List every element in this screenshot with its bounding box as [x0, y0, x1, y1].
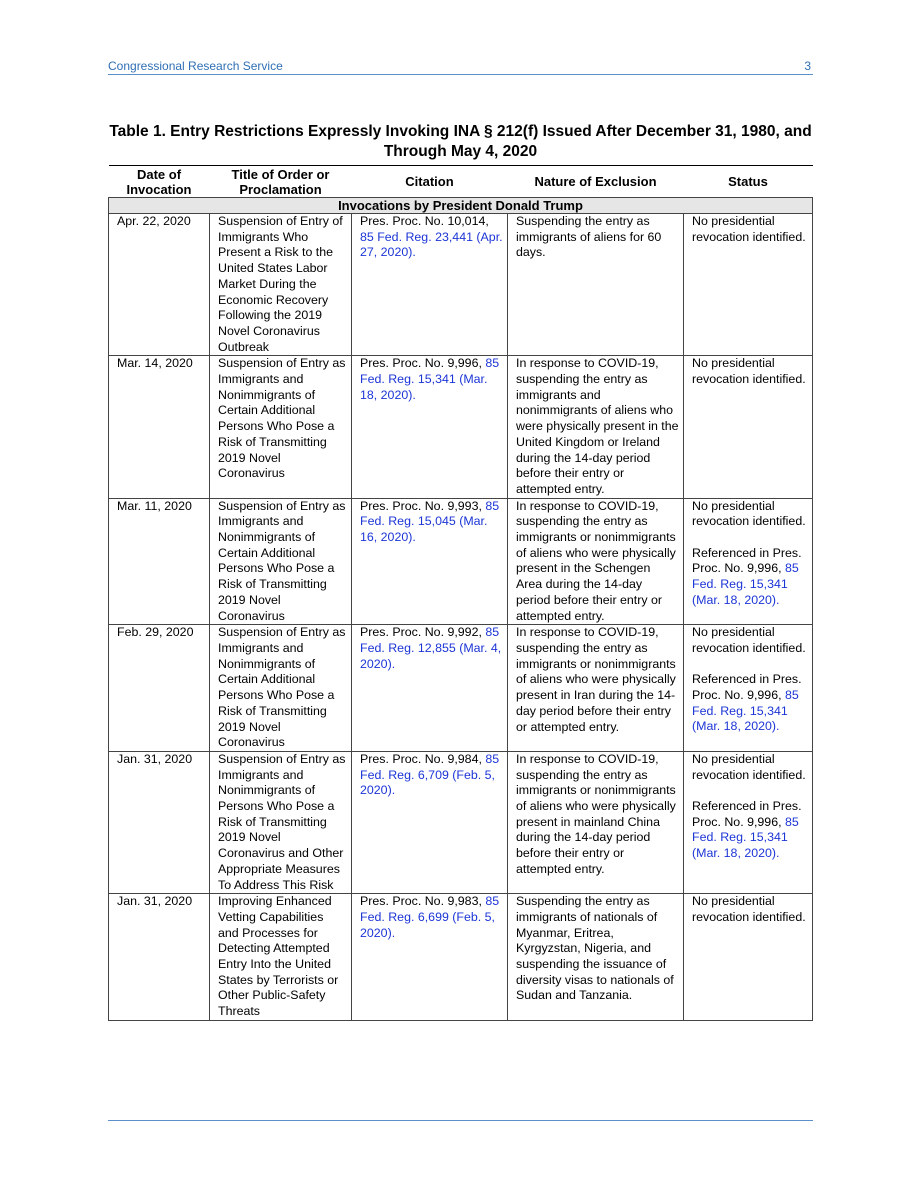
- citation-link[interactable]: 85 Fed. Reg. 6,699 (Feb. 5, 2020).: [360, 894, 500, 940]
- nature-text: In response to COVID-19, suspending the entry as immigrants or nonimmigrants of aliens who were physically present in the Schengen Area during the 14-day period before their entry or attempted entry.: [516, 498, 676, 623]
- date-text: Feb. 29, 2020: [117, 625, 194, 640]
- cell-status: [684, 751, 813, 893]
- table-row: [109, 894, 813, 1021]
- column-header-status: Status: [728, 174, 768, 189]
- column-header-date: Date of Invocation: [126, 166, 192, 197]
- status-reference-link[interactable]: 85 Fed. Reg. 15,341 (Mar. 18, 2020).: [692, 814, 799, 861]
- nature-text: In response to COVID-19, suspending the entry as immigrants or nonimmigrants of aliens who were physically present in mainland China during the 14-day period before their entry or attempted entry.: [516, 751, 676, 876]
- cell-title: [210, 894, 352, 1021]
- nature-text: In response to COVID-19, suspending the entry as immigrants and nonimmigrants of aliens who were physically present in the United Kingdom or Ireland during the 14-day period before their entry or attempted entry.: [516, 356, 679, 496]
- status-text: No presidential revocation identified.: [692, 894, 806, 924]
- status-text: No presidential revocation identified.: [692, 356, 806, 387]
- table-row: [109, 356, 813, 498]
- cell-title: [210, 214, 352, 356]
- title-text: Suspension of Entry as Immigrants and Nonimmigrants of Certain Additional Persons Who Pose a Risk of Transmitting 2019 Novel Coronavirus: [218, 498, 346, 623]
- citation-text: Pres. Proc. No. 9,993,: [360, 498, 486, 513]
- page-footer-rule: [108, 1120, 813, 1121]
- citation-link[interactable]: 85 Fed. Reg. 6,709 (Feb. 5, 2020).: [360, 751, 500, 798]
- cell-nature: [508, 625, 684, 752]
- citation-text: Pres. Proc. No. 9,996,: [360, 356, 486, 371]
- cell-citation: [352, 894, 508, 1021]
- nature-text: In response to COVID-19, suspending the entry as immigrants or nonimmigrants of aliens who were physically present in Iran during the 14-day period before their entry or attempted entry.: [516, 625, 676, 734]
- date-text: Jan. 31, 2020: [117, 751, 193, 766]
- citation-link[interactable]: 85 Fed. Reg. 15,341 (Mar. 18, 2020).: [360, 356, 500, 402]
- citation-link[interactable]: 85 Fed. Reg. 12,855 (Mar. 4, 2020).: [360, 625, 502, 671]
- cell-date: [109, 356, 210, 498]
- cell-date: [109, 498, 210, 625]
- group-label: Invocations by President Donald Trump: [109, 198, 813, 214]
- table-body: [109, 214, 813, 1021]
- cell-nature: [508, 214, 684, 356]
- nature-text: Suspending the entry as immigrants of nationals of Myanmar, Eritrea, Kyrgyzstan, Nigeria, and suspending the issuance of diversity visas to nationals of Sudan and Tanzania.: [516, 894, 674, 1003]
- title-text: Suspension of Entry of Immigrants Who Present a Risk to the United States Labor Market During the Economic Recovery Following the 2019 Novel Coronavirus Outbreak: [218, 214, 343, 354]
- citation-text: Pres. Proc. No. 9,983,: [360, 894, 486, 909]
- table-header-row: [109, 166, 813, 198]
- cell-date: [109, 894, 210, 1021]
- citation-text: Pres. Proc. No. 10,014,: [360, 214, 489, 228]
- status-text: No presidential revocation identified.: [692, 498, 806, 529]
- table-row: [109, 498, 813, 625]
- cell-status: [684, 356, 813, 498]
- citation-link[interactable]: 85 Fed. Reg. 23,441 (Apr. 27, 2020).: [360, 229, 503, 260]
- date-text: Mar. 14, 2020: [117, 356, 193, 371]
- title-text: Suspension of Entry as Immigrants and Nonimmigrants of Persons Who Pose a Risk of Transmitting 2019 Novel Coronavirus and Other Appropriate Measures To Address This Risk: [218, 751, 346, 892]
- cell-status: [684, 625, 813, 752]
- page-number: 3: [804, 59, 811, 73]
- title-text: Suspension of Entry as Immigrants and Nonimmigrants of Certain Additional Persons Who Pose a Risk of Transmitting 2019 Novel Coronavirus: [218, 356, 346, 481]
- cell-nature: [508, 751, 684, 893]
- status-gap: [692, 530, 808, 546]
- entry-restrictions-table: [108, 165, 813, 1021]
- cell-title: [210, 356, 352, 498]
- cell-status: [684, 214, 813, 356]
- group-row: [109, 198, 813, 214]
- citation-link[interactable]: 85 Fed. Reg. 15,045 (Mar. 16, 2020).: [360, 498, 500, 545]
- cell-title: [210, 498, 352, 625]
- column-header-title: Title of Order or Proclamation: [231, 166, 330, 197]
- cell-nature: [508, 356, 684, 498]
- cell-status: [684, 894, 813, 1021]
- organization-name: Congressional Research Service: [108, 59, 283, 73]
- status-reference-link[interactable]: 85 Fed. Reg. 15,341 (Mar. 18, 2020).: [692, 561, 799, 607]
- cell-nature: [508, 894, 684, 1021]
- cell-citation: [352, 751, 508, 893]
- status-reference-text: Referenced in Pres. Proc. No. 9,996,: [692, 545, 802, 576]
- status-text: No presidential revocation identified.: [692, 625, 806, 655]
- column-header-citation: Citation: [405, 174, 454, 189]
- page-header: [108, 58, 813, 75]
- cell-status: [684, 498, 813, 625]
- cell-citation: [352, 356, 508, 498]
- cell-title: [210, 625, 352, 752]
- date-text: Apr. 22, 2020: [117, 214, 191, 228]
- title-text: Improving Enhanced Vetting Capabilities and Processes for Detecting Attempted Entry Into the United States by Terrorists or Other Public-Safety Threats: [218, 894, 339, 1019]
- status-reference-text: Referenced in Pres. Proc. No. 9,996,: [692, 672, 802, 703]
- cell-nature: [508, 498, 684, 625]
- cell-citation: [352, 625, 508, 752]
- nature-text: Suspending the entry as immigrants of aliens for 60 days.: [516, 214, 662, 260]
- status-text: No presidential revocation identified.: [692, 214, 806, 244]
- date-text: Jan. 31, 2020: [117, 894, 193, 909]
- title-text: Suspension of Entry as Immigrants and Nonimmigrants of Certain Additional Persons Who Pose a Risk of Transmitting 2019 Novel Coronavirus: [218, 625, 346, 750]
- citation-text: Pres. Proc. No. 9,992,: [360, 625, 486, 640]
- citation-text: Pres. Proc. No. 9,984,: [360, 751, 486, 766]
- cell-date: [109, 625, 210, 752]
- cell-date: [109, 214, 210, 356]
- status-reference-text: Referenced in Pres. Proc. No. 9,996,: [692, 799, 802, 829]
- date-text: Mar. 11, 2020: [117, 498, 192, 513]
- table-row: [109, 751, 813, 893]
- table-title: Table 1. Entry Restrictions Expressly Invoking INA § 212(f) Issued After December 31, 1980, and Through May 4, 2020: [109, 123, 812, 160]
- status-reference-link[interactable]: 85 Fed. Reg. 15,341 (Mar. 18, 2020).: [692, 688, 799, 734]
- cell-title: [210, 751, 352, 893]
- status-gap: [692, 657, 808, 673]
- cell-citation: [352, 498, 508, 625]
- table-row: [109, 625, 813, 752]
- cell-date: [109, 751, 210, 893]
- column-header-nature: Nature of Exclusion: [534, 174, 657, 189]
- cell-citation: [352, 214, 508, 356]
- table-row: [109, 214, 813, 356]
- status-gap: [692, 783, 808, 799]
- status-text: No presidential revocation identified.: [692, 751, 806, 782]
